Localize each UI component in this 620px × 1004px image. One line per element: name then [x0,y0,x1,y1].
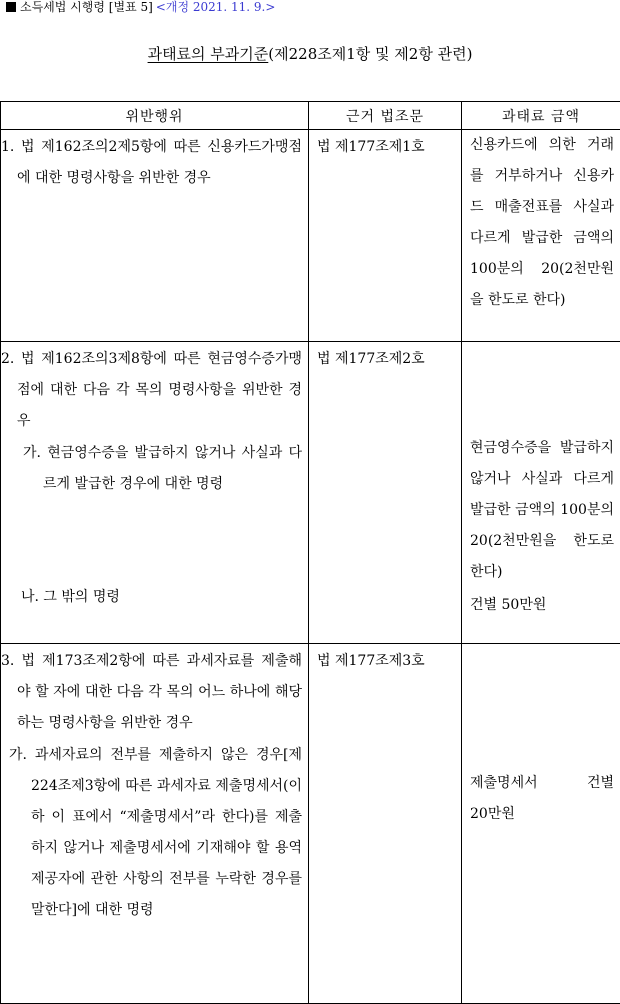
row2-item-a-amount: 현금영수증을 발급하지 않거나 사실과 다르게 발급한 금액의 100분의 20(2천만원을 한도로 한다) [462,433,620,588]
table-row [1,644,620,1004]
row2-item-b-act: 나. 그 밖의 명령 [1,582,308,614]
document-header [6,0,275,14]
row3-act: 3. 법 제173조제2항에 따른 과세자료를 제출해야 할 자에 대한 다음 각 목의 어느 하나에 해당하는 명령사항을 위반한 경우 [1,644,308,740]
row2-item-b-amount: 건별 50만원 [462,590,620,621]
header-basis: 근거 법조문 [309,102,462,130]
row1-act-cell [1,130,309,342]
row3-item-a-act: 가. 과세자료의 전부를 제출하지 않은 경우[제224조제3항에 따른 과세자료 제출명세서(이하 이 표에서 “제출명세서”라 한다)를 제출하지 않거나 제출명세서에 기재해야 할 용역제공자에 관한 사항의 전부를 누락한 경우를 말한다]에 대한 명령 [1,740,308,927]
fee-table [0,101,620,1004]
row2-basis-cell [309,342,462,644]
amendment-date: <개정 2021. 11. 9.> [156,0,276,14]
row1-amount: 신용카드에 의한 거래를 거부하거나 신용카드 매출전표를 사실과 다르게 발급한 금액의 100분의 20(2천만원을 한도로 한다) [462,130,620,316]
row2-act-cell [1,342,309,644]
header-amount: 과태료 금액 [462,102,620,130]
header-act: 위반행위 [1,102,309,130]
title-sub: (제228조제1항 및 제2항 관련) [268,45,472,63]
row3-basis: 법 제177조제3호 [309,644,461,677]
row1-basis-cell [309,130,462,342]
row3-amount-right: 건별 [587,768,614,799]
table-row [1,130,620,342]
row2-act: 2. 법 제162조의3제8항에 따른 현금영수증가맹점에 대한 다음 각 목의 명령사항을 위반한 경우 [1,342,308,438]
law-name: 소득세법 시행령 [20,0,105,14]
row1-amount-cell [462,130,620,342]
row3-act-cell [1,644,309,1004]
row3-amount-left: 제출명세서 [470,768,538,799]
row2-amount-cell [462,342,620,644]
row2-spacer [1,501,308,582]
page-title [0,44,620,64]
table-header-row [1,102,620,130]
square-bullet-icon [6,2,16,12]
row3-amount-spacer [462,644,620,768]
row2-basis: 법 제177조제2호 [309,342,461,375]
row3-item-a-amount-line1 [462,768,620,799]
row2-amount-spacer [462,342,620,433]
row1-basis: 법 제177조제1호 [309,130,461,163]
row3-item-a-amount-line2: 20만원 [462,799,620,830]
row2-item-a-act: 가. 현금영수증을 발급하지 않거나 사실과 다르게 발급한 경우에 대한 명령 [1,438,308,501]
table-row [1,342,620,644]
annex-label: [별표 5] [109,0,153,14]
row3-amount-cell [462,644,620,1004]
row1-act: 1. 법 제162조의2제5항에 따른 신용카드가맹점에 대한 명령사항을 위반한 경우 [1,130,308,195]
title-main: 과태료의 부과기준 [148,45,269,63]
row3-basis-cell [309,644,462,1004]
